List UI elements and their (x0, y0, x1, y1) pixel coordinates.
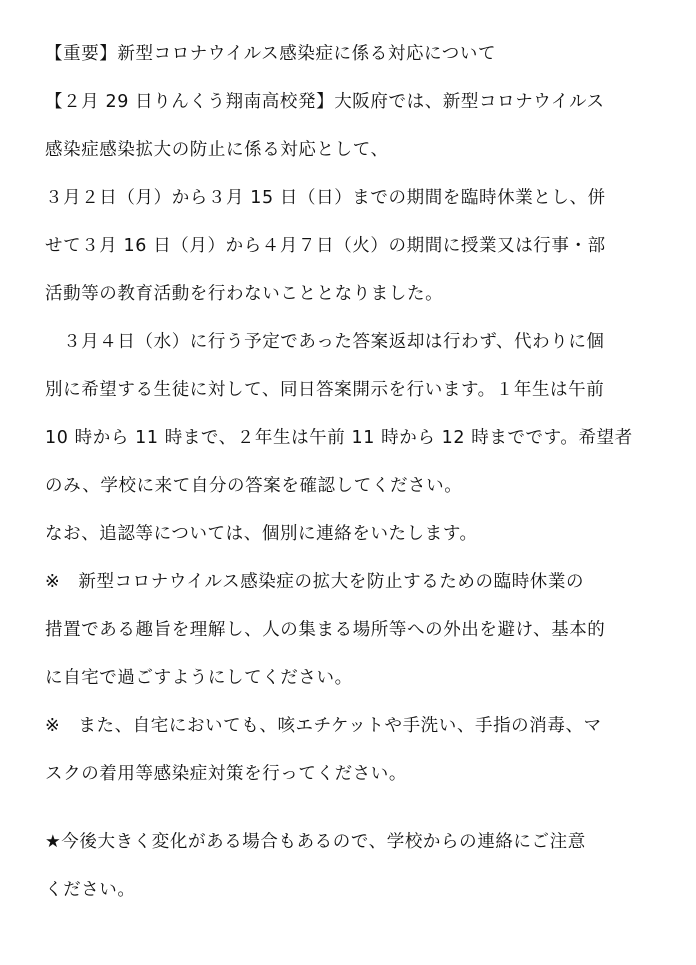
body-line-5: 活動等の教育活動を行わないこととなりました。 (45, 284, 444, 304)
note-line-5: スクの着用等感染症対策を行ってください。 (45, 764, 407, 784)
note-line-4: ※ また、自宅においても、咳エチケットや手洗い、手指の消毒、マ (45, 716, 602, 736)
body-line-8: 10 時から 11 時まで、２年生は午前 11 時から 12 時までです。希望者 (45, 428, 633, 448)
body-line-2: 感染症感染拡大の防止に係る対応として、 (45, 140, 389, 160)
closing-line-1: ★今後大きく変化がある場合もあるので、学校からの連絡にご注意 (45, 832, 586, 852)
body-line-3: ３月２日（月）から３月 15 日（日）までの期間を臨時休業とし、併 (45, 188, 606, 208)
note-line-1: ※ 新型コロナウイルス感染症の拡大を防止するための臨時休業の (45, 572, 585, 592)
document-title: 【重要】新型コロナウイルス感染症に係る対応について (45, 44, 497, 64)
closing-line-2: ください。 (45, 880, 136, 900)
note-line-3: に自宅で過ごすようにしてください。 (45, 668, 353, 688)
body-line-1: 【２月 29 日りんくう翔南高校発】大阪府では、新型コロナウイルス (45, 92, 605, 112)
body-line-7: 別に希望する生徒に対して、同日答案開示を行います。１年生は午前 (45, 380, 605, 400)
body-line-10: なお、追認等については、個別に連絡をいたします。 (45, 524, 478, 544)
body-line-9: のみ、学校に来て自分の答案を確認してください。 (45, 476, 463, 496)
body-line-4: せて３月 16 日（月）から４月７日（火）の期間に授業又は行事・部 (45, 236, 606, 256)
note-line-2: 措置である趣旨を理解し、人の集まる場所等への外出を避け、基本的 (45, 620, 606, 640)
body-line-6: ３月４日（水）に行う予定であった答案返却は行わず、代わりに個 (45, 332, 605, 352)
